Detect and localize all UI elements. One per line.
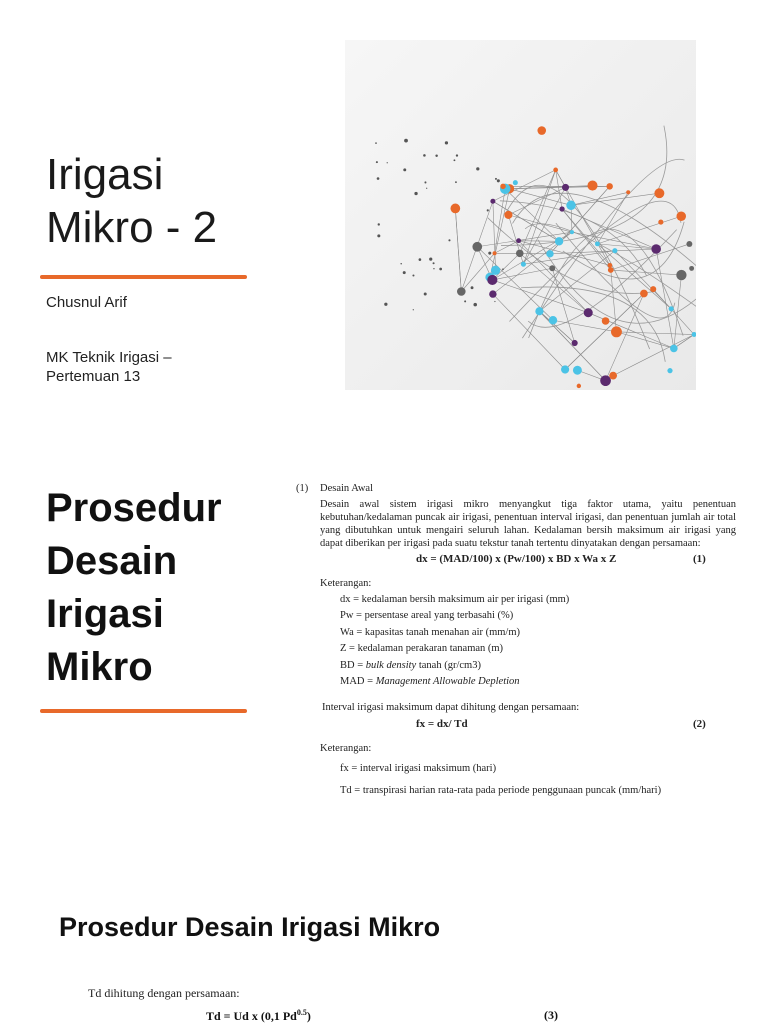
var-dx: dx = kedalaman bersih maksimum air per irigasi (mm) [340, 594, 570, 605]
network-node [487, 275, 497, 285]
procedure-slide [0, 430, 768, 860]
network-node [457, 287, 466, 296]
network-node [472, 242, 482, 252]
network-node [504, 211, 512, 219]
network-node [537, 126, 546, 135]
network-node [640, 290, 648, 298]
network-particle [378, 223, 380, 225]
slide-title: Prosedur Desain Irigasi Mikro [46, 486, 222, 689]
var-pw: Pw = persentase areal yang terbasahi (%) [340, 610, 514, 622]
section-heading: (1) Desain Awal [296, 483, 373, 494]
network-node [667, 368, 672, 373]
network-node [626, 190, 630, 194]
network-node [669, 306, 674, 311]
network-node [491, 266, 500, 275]
author-name: Chusnul Arif [46, 294, 127, 311]
network-arc [521, 287, 665, 362]
network-particle [471, 286, 474, 289]
network-link [565, 294, 644, 370]
network-link [552, 268, 574, 343]
fx-variable-list [340, 762, 736, 806]
document-excerpt [296, 482, 736, 806]
network-node [587, 181, 597, 191]
network-particle [413, 309, 414, 310]
network-particle [497, 179, 500, 182]
equation-2: fx = dx/ Td (2) [416, 718, 706, 731]
network-node [570, 230, 574, 234]
td-intro-text: Td dihitung dengan persamaan: [88, 986, 240, 1000]
network-link [616, 332, 673, 349]
network-node [555, 237, 563, 245]
network-node [489, 290, 496, 297]
network-globe-illustration [345, 40, 696, 390]
network-node [606, 183, 612, 189]
network-node [608, 267, 614, 273]
network-node [572, 340, 578, 346]
network-link [495, 189, 506, 253]
network-particle [488, 252, 491, 255]
network-node [500, 184, 505, 189]
network-particle [403, 271, 406, 274]
slide-title: Prosedur Desain Irigasi Mikro [59, 912, 441, 942]
var-bd: BD = bulk density tanah (gr/cm3) [340, 659, 481, 671]
network-node [493, 251, 497, 255]
var-mad: MAD = Management Allowable Depletion [340, 675, 520, 687]
network-link [508, 187, 565, 214]
network-particle [412, 274, 414, 276]
network-node [650, 286, 656, 292]
network-node [516, 238, 521, 243]
network-node [561, 365, 569, 373]
network-link [597, 192, 628, 244]
network-particle [423, 154, 426, 157]
network-particle [384, 303, 387, 306]
network-node [658, 219, 663, 224]
network-node [490, 199, 495, 204]
network-node [549, 265, 555, 271]
network-particle [448, 239, 450, 241]
title-slide [0, 0, 768, 430]
network-particle [377, 177, 380, 180]
network-node [566, 201, 576, 211]
intro-paragraph: Desain awal sistem irigasi mikro menyangkut tiga faktor utama, yaitu penentuan kebutuhan/kedalaman puncak air irigasi, penentuan interval irigasi, dan penentuan jumlah air total yang dibutuhkan untuk mengairi seluruh lahan. Kedalaman bersih maksimum air irigasi yang dapat diberikan per irigasi pada suatu tekstur tanah tertentu dinyatakan dengan persamaan: [320, 499, 736, 549]
network-link [674, 275, 682, 348]
network-node [608, 263, 613, 268]
accent-divider [40, 709, 247, 713]
network-particle [464, 300, 466, 302]
network-particle [473, 303, 477, 307]
network-node [513, 180, 518, 185]
network-particle [400, 263, 401, 264]
network-node [600, 375, 611, 386]
network-node [686, 241, 692, 247]
network-particle [455, 181, 457, 183]
network-particle [424, 293, 427, 296]
network-particle [435, 154, 437, 156]
network-particle [387, 162, 388, 163]
network-node [549, 316, 557, 324]
network-particle [433, 262, 435, 264]
network-link [519, 241, 589, 313]
var-z: Z = kedalaman perakaran tanaman (m) [340, 643, 504, 655]
equation-3: Td = Ud x (0,1 $Pd^{0.5}$) [206, 1008, 311, 1023]
network-link [572, 232, 656, 249]
network-link [523, 170, 555, 264]
network-node [654, 188, 664, 198]
network-node [562, 184, 569, 191]
network-particle [433, 268, 434, 269]
network-node [559, 206, 564, 211]
network-link [597, 216, 681, 244]
network-particle [439, 268, 442, 271]
network-node [553, 168, 558, 173]
presentation-title: Irigasi Mikro - 2 [46, 150, 218, 252]
network-link [606, 294, 644, 381]
network-node [689, 266, 694, 271]
network-particle [494, 301, 495, 302]
network-node [670, 345, 678, 353]
network-node [577, 384, 581, 388]
network-node [611, 326, 622, 337]
network-link [461, 253, 494, 291]
network-particle [502, 268, 504, 270]
var-wa: Wa = kapasitas tanah menahan air (mm/m) [340, 626, 521, 638]
equation-3-number: (3) [544, 1008, 558, 1022]
network-arc [501, 126, 667, 246]
network-particle [454, 159, 456, 161]
keterangan-label: Keterangan: [320, 578, 372, 589]
network-particle [429, 258, 432, 261]
network-node [609, 372, 617, 380]
network-particle [414, 192, 417, 195]
network-node [676, 270, 686, 280]
var-fx: fx = interval irigasi maksimum (hari) [340, 763, 497, 775]
network-node [516, 250, 524, 258]
network-particle [487, 209, 489, 211]
network-particle [377, 234, 380, 237]
accent-divider [40, 275, 247, 279]
network-globe-graphic [345, 40, 696, 390]
network-link [520, 253, 588, 312]
course-info: MK Teknik Irigasi – Pertemuan 13 [46, 349, 172, 385]
network-node [595, 241, 600, 246]
network-particle [403, 168, 406, 171]
network-particle [426, 188, 427, 189]
network-link [493, 294, 565, 369]
network-particle [445, 141, 448, 144]
network-link [653, 289, 694, 334]
network-node [450, 204, 460, 214]
network-particle [376, 161, 378, 163]
network-link [510, 189, 571, 206]
network-particle [375, 142, 377, 144]
keterangan-label-2: Keterangan: [320, 743, 372, 755]
network-node [651, 244, 661, 254]
network-link [505, 189, 559, 241]
network-particle [404, 139, 408, 143]
network-particle [476, 167, 479, 170]
network-particle [456, 154, 458, 156]
network-node [535, 307, 543, 315]
network-node [584, 308, 593, 317]
network-link [613, 335, 694, 376]
network-link [495, 241, 519, 254]
equation-1: dx = (MAD/100) x (Pw/100) x BD x Wa x Z (1) [416, 553, 706, 565]
network-node [521, 262, 526, 267]
network-particle [424, 181, 426, 183]
network-node [602, 317, 610, 325]
network-node [676, 211, 686, 221]
interval-text: Interval irigasi maksimum dapat dihitung dengan persamaan: [322, 702, 580, 714]
network-node [612, 248, 617, 253]
network-particle [419, 258, 422, 261]
variable-list [340, 593, 736, 691]
network-link [455, 208, 461, 291]
network-node [573, 366, 582, 375]
var-td: Td = transpirasi harian rata-rata pada periode penggunaan puncak (mm/hari) [340, 785, 662, 797]
network-node [546, 250, 553, 257]
network-link [493, 201, 496, 270]
td-slide [0, 860, 768, 1024]
network-particle [495, 178, 497, 180]
